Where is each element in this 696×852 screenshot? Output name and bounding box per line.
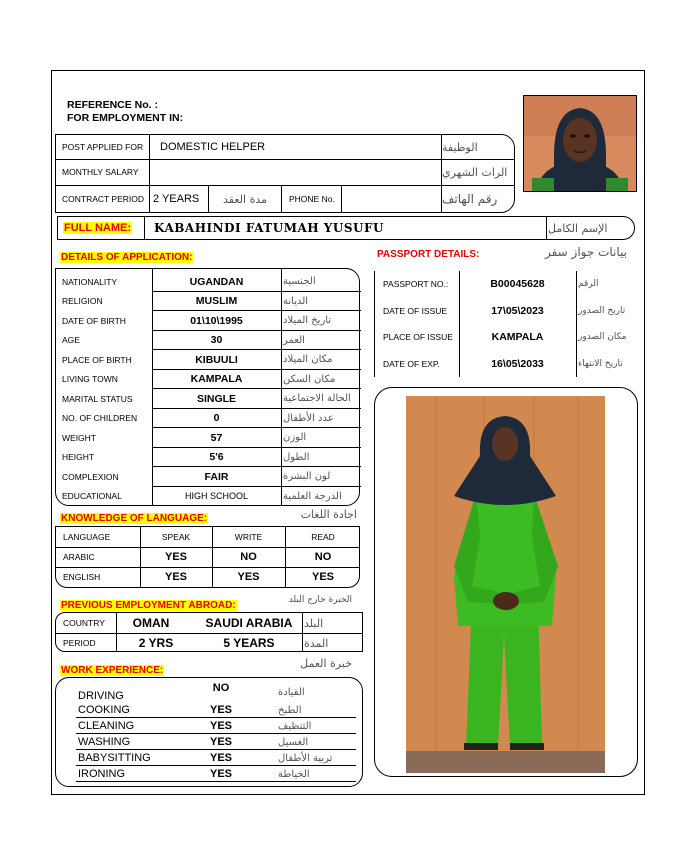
full-name-ar: الإسم الكامل [548,221,608,235]
application-row-value: KIBUULI [195,353,238,366]
application-row-ar: تاريخ الميلاد [283,315,332,327]
monthly-salary-label: MONTHLY SALARY [62,167,139,177]
previous-title-ar: الخبرة خارج البلد [288,595,352,605]
work-row-label: CLEANING [78,720,135,732]
post-applied-ar: الوظيفة [442,140,478,154]
application-row-ar: مكان السكن [283,373,336,385]
application-row-label: PLACE OF BIRTH [62,354,132,365]
passport-row-ar: الرقم [578,279,599,290]
application-row-ar: الديانة [283,295,309,307]
language-header: READ [311,532,335,542]
language-speak-value: YES [164,571,187,583]
application-row-value: MUSLIM [195,295,238,308]
applicant-full-body-photo [406,396,605,773]
country-label: COUNTRY [63,618,105,628]
application-row-label: AGE [62,335,80,346]
period-1: 2 YRS [138,636,174,650]
language-table [55,526,360,588]
application-row-value: 01\10\1995 [190,314,243,327]
application-row-label: WEIGHT [62,432,96,443]
application-row-label: NO. OF CHILDREN [62,413,138,424]
application-row-label: LIVING TOWN [62,374,118,385]
application-row-label: MARITAL STATUS [62,393,133,404]
passport-row-value: KAMPALA [491,331,544,344]
previous-table [55,612,363,652]
work-row-label: IRONING [78,768,126,780]
passport-title: PASSPORT DETAILS: [377,249,480,260]
period-label: PERIOD [63,638,96,648]
passport-row-label: DATE OF ISSUE [383,305,448,316]
work-row-value: YES [209,720,232,732]
country-1: OMAN [132,616,170,630]
work-row-ar: القيادة [278,686,305,698]
contract-period-label: CONTRACT PERIOD [62,194,145,204]
passport-row-value: B00045628 [490,278,545,291]
application-row-value: 57 [210,431,223,444]
language-header: SPEAK [161,532,191,542]
application-row-label: NATIONALITY [62,276,118,287]
passport-title-ar: بيانات جواز سفر [544,245,627,259]
work-row-ar: التنظيف [278,720,312,732]
passport-row-ar: مكان الصدور [578,332,627,343]
language-header: WRITE [234,532,263,542]
application-table [55,268,360,506]
language-name: ARABIC [63,552,95,562]
country-ar: البلد [304,616,324,630]
application-row-value: SINGLE [196,392,237,405]
application-row-label: HEIGHT [62,452,95,463]
work-row-divider [76,781,356,782]
language-write-value: YES [237,571,260,583]
application-row-value: KAMPALA [190,373,243,386]
application-row-value: 0 [213,412,220,425]
passport-row-ar: تاريخ الانتهاء [578,358,623,369]
full-name-label: FULL NAME: [64,222,132,234]
work-title: WORK EXPERIENCE: [61,665,164,676]
reference-label: REFERENCE No. : [67,99,159,111]
application-row-ar: الجنسية [283,276,316,288]
contract-period-ar: مدة العقد [223,192,267,206]
full-name-box [57,216,635,240]
application-form [51,70,645,795]
application-row-value: FAIR [204,470,229,483]
work-row-value: YES [209,704,232,716]
language-header: LANGUAGE [63,532,111,542]
language-read-value: NO [314,551,332,563]
work-row-ar: الطبخ [278,704,302,716]
application-row-label: RELIGION [62,296,103,307]
language-read-value: YES [311,571,334,583]
application-row-label: COMPLEXION [62,471,119,482]
application-row-ar: عدد الأطفال [283,412,334,424]
phone-label: PHONE No. [289,194,335,204]
post-applied-value: DOMESTIC HELPER [160,141,266,153]
period-ar: المدة [304,636,329,650]
monthly-salary-ar: الرات الشهري [442,165,508,179]
application-row-ar: الوزن [283,432,307,444]
post-applied-label: POST APPLIED FOR [62,142,144,152]
work-row-label: WASHING [78,736,131,748]
passport-row-value: 17\05\2023 [491,304,544,317]
application-row-ar: العمر [283,334,305,346]
work-row-ar: الغسيل [278,736,309,748]
application-row-label: EDUCATIONAL [62,491,122,502]
passport-row-label: DATE OF EXP. [383,358,440,369]
language-title: KNOWLEDGE OF LANGUAGE: [61,513,208,524]
passport-row-value: 16\05\2033 [491,357,544,370]
application-row-label: DATE OF BIRTH [62,315,126,326]
applicant-headshot [523,95,637,192]
work-row-value: NO [212,682,230,694]
contract-period-value: 2 YEARS [153,193,200,205]
passport-row-label: PASSPORT NO.: [383,279,449,290]
full-name-value: KABAHINDI FATUMAH YUSUFU [154,221,384,235]
work-row-label: COOKING [78,704,130,716]
phone-ar: رقم الهاتف [442,192,498,206]
application-row-ar: مكان الميلاد [283,354,333,366]
period-2: 5 YEARS [223,636,275,650]
work-row-ar: الخياطة [278,768,310,780]
post-details-box [55,134,515,213]
passport-row-label: PLACE OF ISSUE [383,332,453,343]
work-row-value: YES [209,736,232,748]
work-title-ar: خبرة العمل [300,657,352,670]
work-row-ar: تربية الأطفال [278,752,333,764]
application-row-ar: الدرجة العلمية [283,490,342,502]
previous-title: PREVIOUS EMPLOYMENT ABROAD: [61,600,236,611]
work-table [55,677,363,787]
work-row-label: DRIVING [78,690,124,702]
language-title-ar: اجادة اللغات [300,508,357,521]
language-speak-value: YES [164,551,187,563]
application-row-ar: الطول [283,451,310,463]
passport-table [374,271,636,377]
passport-row-ar: تاريخ الصدور [578,305,626,316]
application-row-value: HIGH SCHOOL [184,491,248,502]
employment-label: FOR EMPLOYMENT IN: [67,112,184,124]
country-2: SAUDI ARABIA [205,616,293,630]
work-row-value: YES [209,768,232,780]
work-row-value: YES [209,752,232,764]
application-row-ar: لون البشرة [283,471,331,483]
application-row-value: 30 [210,334,223,347]
application-row-value: 5'6 [209,451,224,464]
language-write-value: NO [240,551,257,563]
work-row-label: BABYSITTING [78,752,151,764]
application-row-value: UGANDAN [189,275,244,288]
application-title: DETAILS OF APPLICATION: [61,252,193,263]
application-row-ar: الحالة الاجتماعية [283,393,351,405]
language-name: ENGLISH [63,572,101,582]
